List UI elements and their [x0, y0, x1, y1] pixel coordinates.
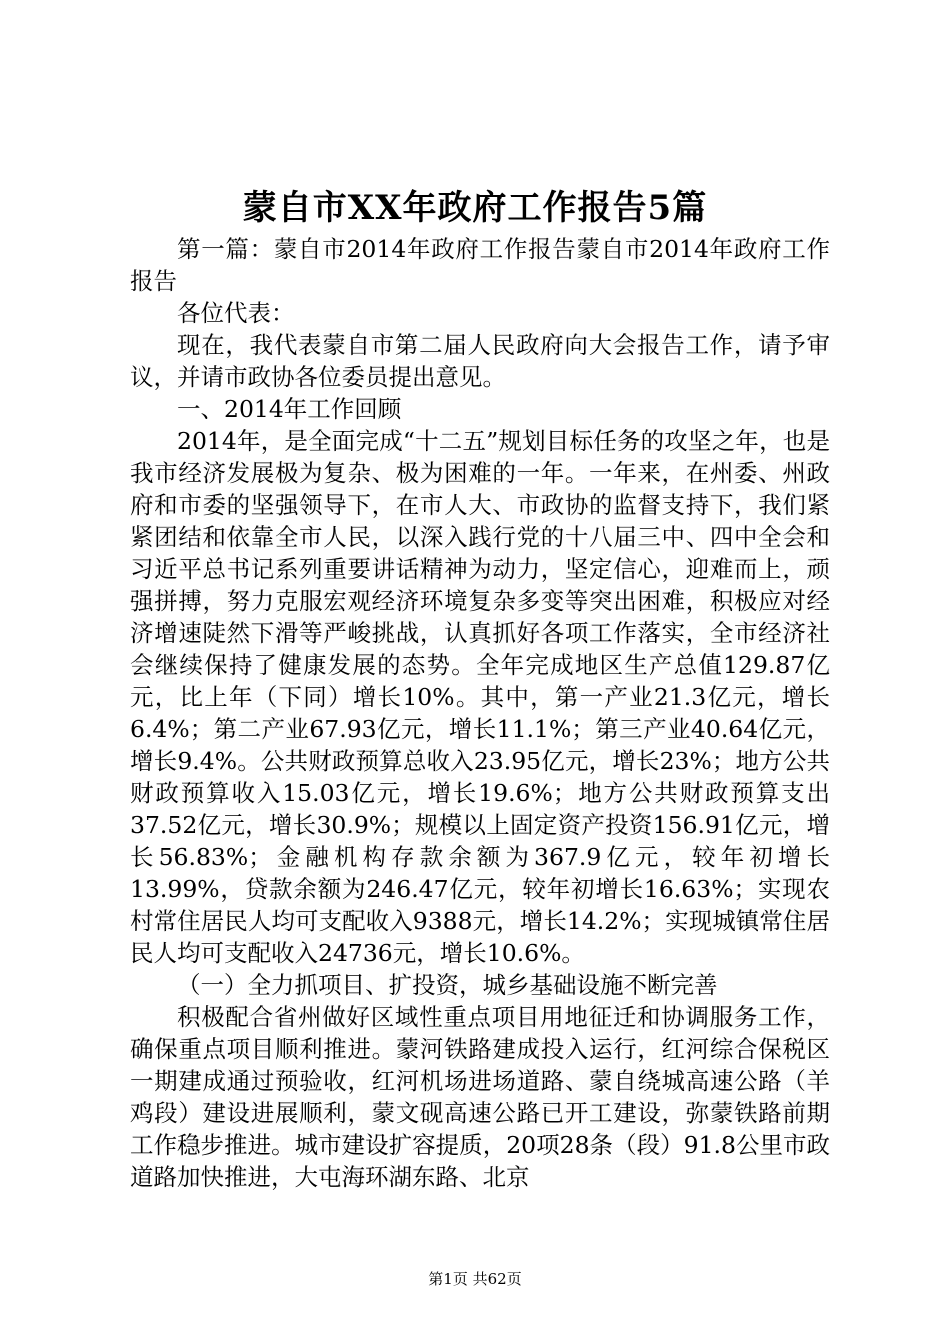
- paragraph-review-heading: 一、2014年工作回顾: [177, 395, 402, 423]
- document-body: [130, 233, 830, 1193]
- paragraph-intro: 现在，我代表蒙自市第二届人民政府向大会报告工作，请予审议，并请市政协各位委员提出意见。: [130, 331, 830, 391]
- document-title: 蒙自市XX年政府工作报告5篇: [242, 188, 708, 228]
- paragraph-subheading-projects: （一）全力抓项目、扩投资，城乡基础设施不断完善: [177, 971, 718, 999]
- paragraph-section-heading: 第一篇：蒙自市2014年政府工作报告蒙自市2014年政府工作报告: [130, 235, 830, 295]
- paragraph-salutation: 各位代表：: [177, 299, 295, 327]
- page-footer: 第1页 共62页: [428, 1270, 522, 1288]
- paragraph-review-summary: 2014年，是全面完成“十二五”规划目标任务的攻坚之年，也是我市经济发展极为复杂、极为困难的一年。一年来，在州委、州政府和市委的坚强领导下，在市人大、市政协的监督支持下，我们紧紧团结和依靠全市人民，以深入践行党的十八届三中、四中全会和习近平总书记系列重要讲话精神为动力，坚定信心，迎难而上，顽强拼搏，努力克服宏观经济环境复杂多变等突出困难，积极应对经济增速陡然下滑等严峻挑战，认真抓好各项工作落实，全市经济社会继续保持了健康发展的态势。全年完成地区生产总值129.87亿元，比上年（下同）增长10%。其中，第一产业21.3亿元，增长6.4%；第二产业67.93亿元，增长11.1%；第三产业40.64亿元，增长9.4%。公共财政预算总收入23.95亿元，增长23%；地方公共财政预算收入15.03亿元，增长19.6%；地方公共财政预算支出37.52亿元，增长30.9%；规模以上固定资产投资156.91亿元，增长56.83%；金融机构存款余额为367.9亿元，较年初增长13.99%，贷款余额为246.47亿元，较年初增长16.63%；实现农村常住居民人均可支配收入9388元，增长14.2%；实现城镇常住居民人均可支配收入24736元，增长10.6%。: [130, 427, 830, 967]
- paragraph-projects: 积极配合省州做好区域性重点项目用地征迁和协调服务工作，确保重点项目顺利推进。蒙河铁路建成投入运行，红河综合保税区一期建成通过预验收，红河机场进场道路、蒙自绕城高速公路（羊鸡段）建设进展顺利，蒙文砚高速公路已开工建设，弥蒙铁路前期工作稳步推进。城市建设扩容提质，20项28条（段）91.8公里市政道路加快推进，大屯海环湖东路、北京: [130, 1003, 830, 1191]
